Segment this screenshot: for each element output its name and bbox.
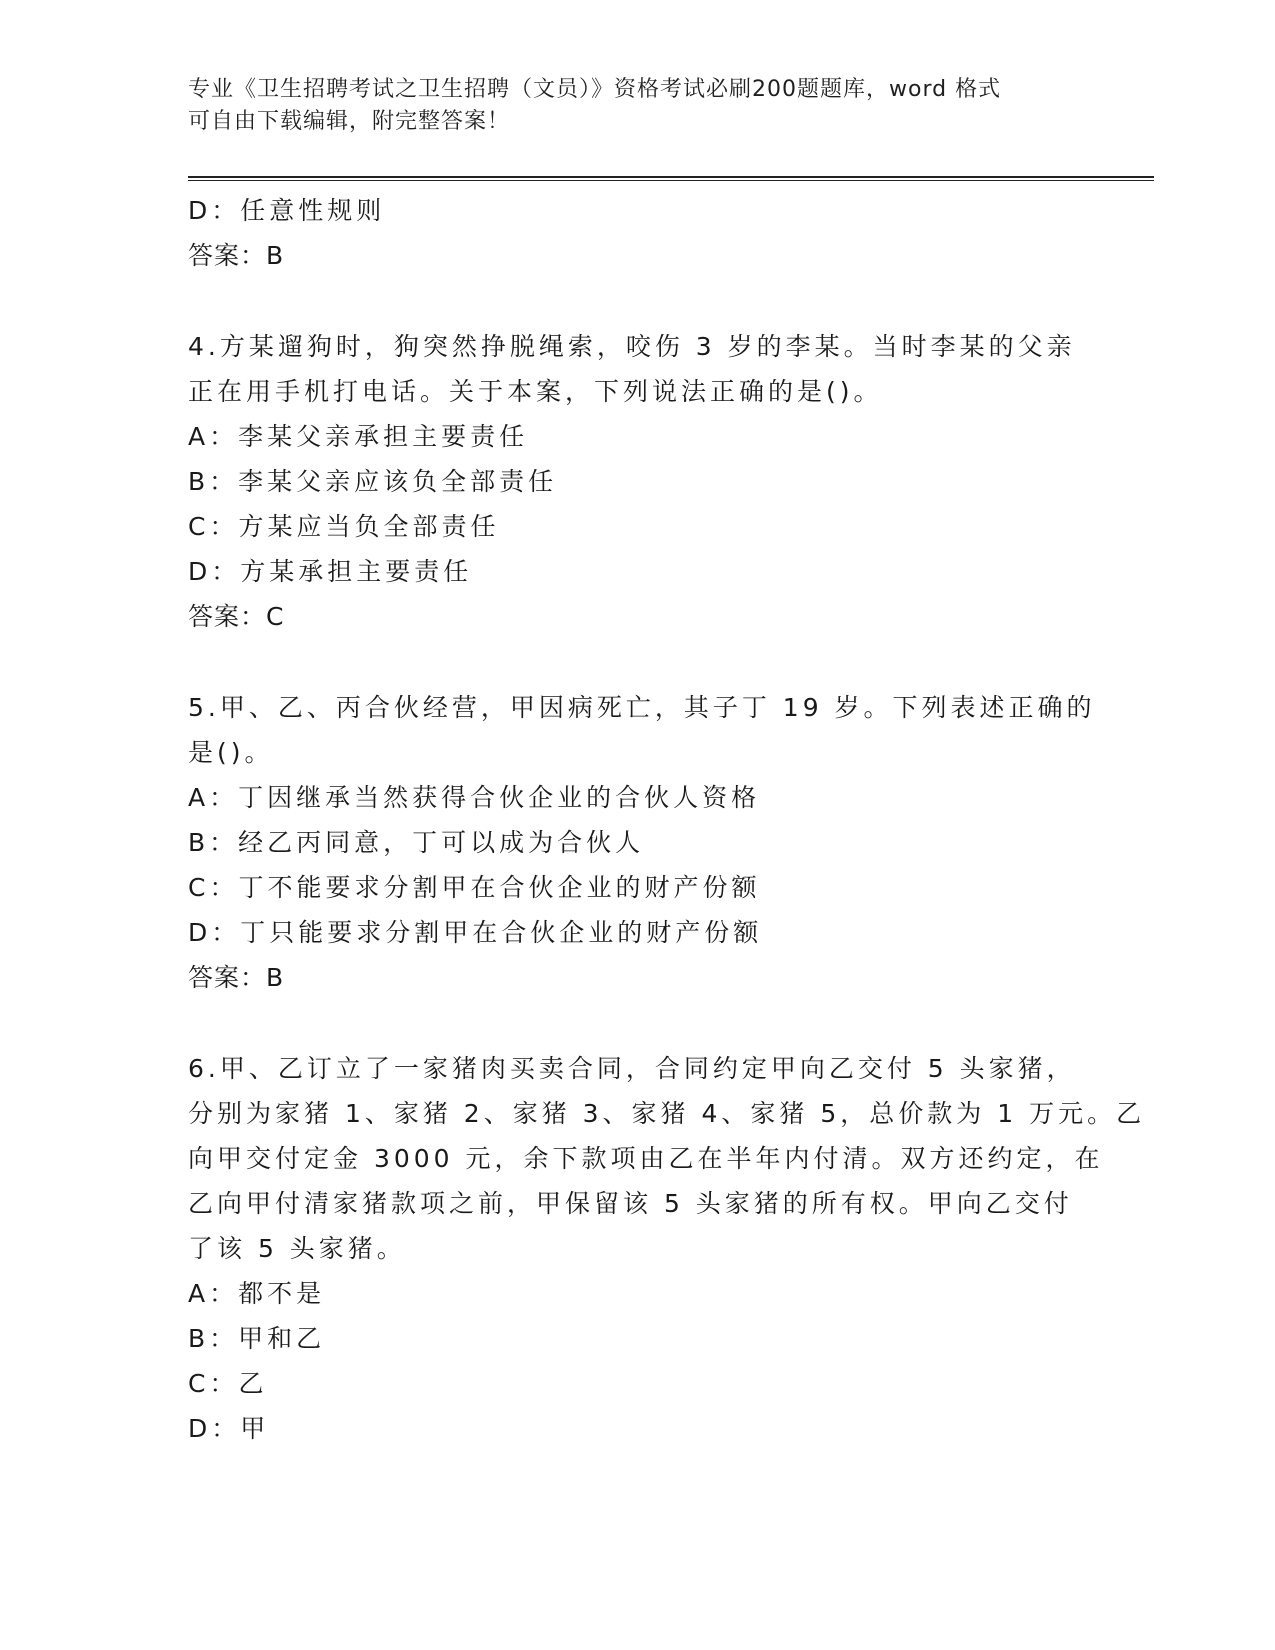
question-stem-line: 向甲交付定金 3000 元，余下款项由乙在半年内付清。双方还约定，在 — [188, 1144, 1104, 1173]
question-stem-line: 正在用手机打电话。关于本案，下列说法正确的是()。 — [188, 377, 883, 406]
option-a: A：李某父亲承担主要责任 — [188, 422, 529, 451]
document-header — [188, 74, 1088, 138]
question-stem-line: 6.甲、乙订立了一家猪肉买卖合同，合同约定甲向乙交付 5 头家猪， — [188, 1054, 1076, 1083]
option-d: D：任意性规则 — [188, 196, 386, 225]
continued-question — [188, 188, 1088, 278]
question-stem-line: 乙向甲付清家猪款项之前，甲保留该 5 头家猪的所有权。甲向乙交付 — [188, 1189, 1073, 1218]
question-6 — [188, 1046, 1146, 1451]
question-stem-line: 4.方某遛狗时，狗突然挣脱绳索，咬伤 3 岁的李某。当时李某的父亲 — [188, 332, 1076, 361]
answer-line: 答案：C — [188, 602, 285, 631]
header-divider — [188, 176, 1154, 181]
question-stem-line: 是()。 — [188, 738, 274, 767]
option-b: B：经乙丙同意，丁可以成为合伙人 — [188, 828, 645, 857]
document-body — [188, 188, 1146, 1451]
answer-line: 答案：B — [188, 963, 285, 992]
option-b: B：甲和乙 — [188, 1324, 326, 1353]
answer-line: 答案：B — [188, 241, 285, 270]
header-title-line-2: 可自由下载编辑，附完整答案！ — [188, 109, 511, 134]
question-4 — [188, 324, 1088, 639]
option-c: C：方某应当负全部责任 — [188, 512, 500, 541]
question-stem-line: 分别为家猪 1、家猪 2、家猪 3、家猪 4、家猪 5，总价款为 1 万元。乙 — [188, 1099, 1146, 1128]
question-stem-line: 了该 5 头家猪。 — [188, 1234, 406, 1263]
option-c: C：丁不能要求分割甲在合伙企业的财产份额 — [188, 873, 761, 902]
question-stem-line: 5.甲、乙、丙合伙经营，甲因病死亡，其子丁 19 岁。下列表述正确的 — [188, 693, 1096, 722]
option-c: C：乙 — [188, 1369, 268, 1398]
option-d: D：甲 — [188, 1414, 270, 1443]
option-a: A：丁因继承当然获得合伙企业的合伙人资格 — [188, 783, 761, 812]
question-5 — [188, 685, 1096, 1000]
option-d: D：方某承担主要责任 — [188, 557, 473, 586]
option-d: D：丁只能要求分割甲在合伙企业的财产份额 — [188, 918, 763, 947]
option-b: B：李某父亲应该负全部责任 — [188, 467, 558, 496]
header-title-line-1: 专业《卫生招聘考试之卫生招聘（文员）》资格考试必刷200题题库，word 格式 — [188, 77, 1002, 102]
option-a: A：都不是 — [188, 1279, 326, 1308]
